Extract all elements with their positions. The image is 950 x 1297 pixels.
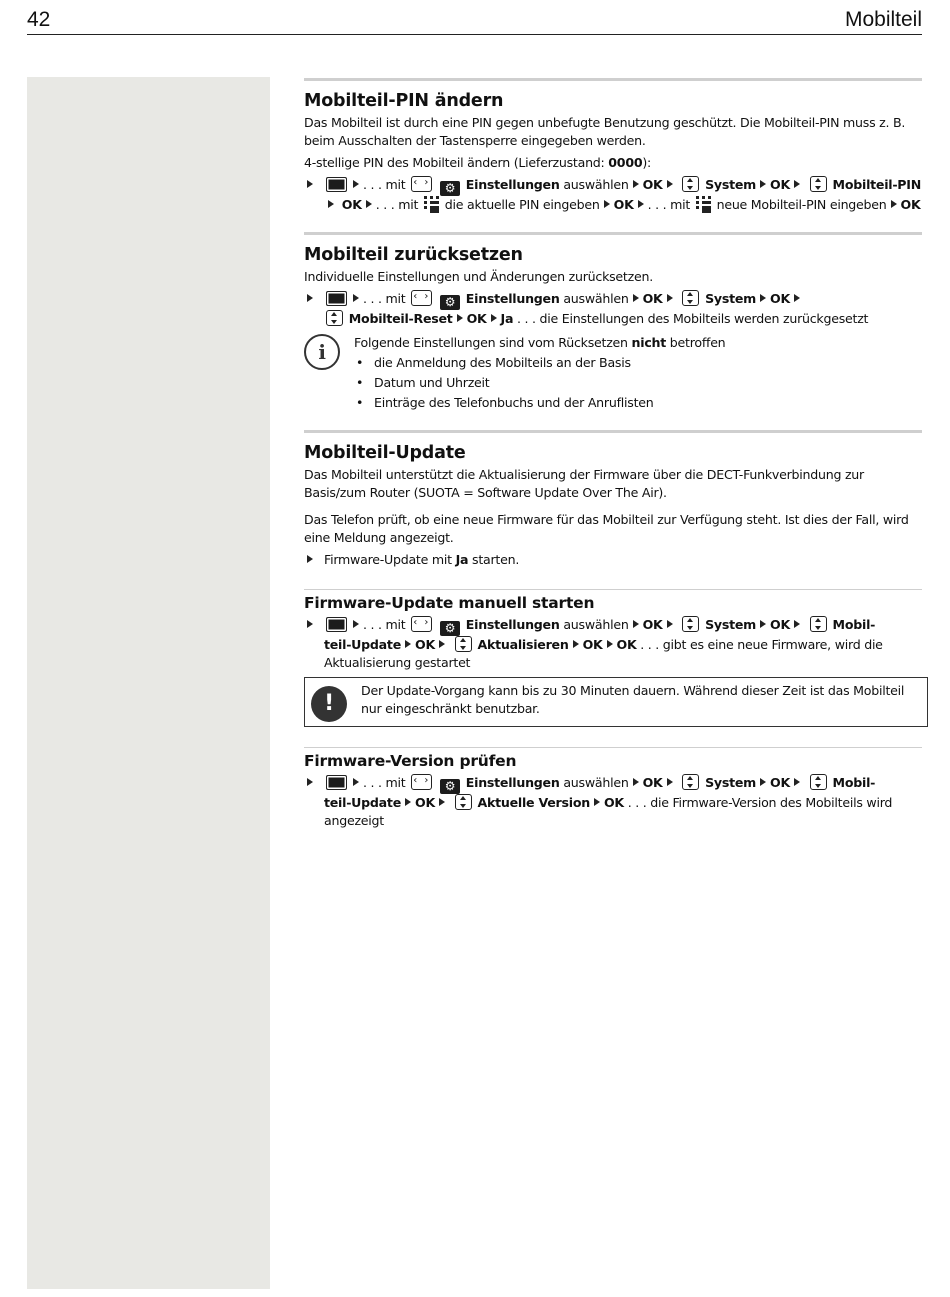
subsection-divider: [304, 589, 922, 590]
keypad-icon: [696, 196, 711, 213]
subsection-title-manual: Firmware-Update manuell starten: [304, 594, 595, 612]
gear-icon: ⚙: [440, 295, 460, 310]
section-title-reset: Mobilteil zurücksetzen: [304, 245, 523, 265]
gear-icon: ⚙: [440, 621, 460, 636]
info-list: [354, 354, 922, 412]
warning-icon: !: [311, 686, 347, 722]
main-content: [304, 78, 922, 835]
up-down-key-icon: [682, 774, 699, 790]
sidebar-panel: [27, 77, 270, 1289]
gear-icon: ⚙: [440, 779, 460, 794]
subsection-title-version: Firmware-Version prüfen: [304, 752, 517, 770]
page-number: 42: [27, 8, 51, 31]
up-down-key-icon: [810, 616, 827, 632]
info-text: Folgende Einstellungen sind vom Rücksetzen nicht betroffen: [354, 335, 726, 350]
update-para-2: Das Telefon prüft, ob eine neue Firmware für das Mobilteil zur Verfügung steht. Ist dies der Fall, wird eine Meldung angezeigt.: [304, 512, 909, 545]
keypad-icon: [424, 196, 439, 213]
info-note: [304, 334, 922, 412]
reset-intro: Individuelle Einstellungen und Änderungen zurücksetzen.: [304, 269, 653, 284]
nav-key-icon: [411, 290, 432, 306]
section-divider: [304, 78, 922, 81]
up-down-key-icon: [326, 310, 343, 326]
section-title-update: Mobilteil-Update: [304, 443, 466, 463]
nav-key-icon: [411, 176, 432, 192]
list-item: • Datum und Uhrzeit: [354, 374, 922, 392]
section-title-pin: Mobilteil-PIN ändern: [304, 91, 504, 111]
gear-icon: ⚙: [440, 181, 460, 196]
version-step: . . . mit ‹ › ⚙ Einstellungen auswählen OK System OK Mobil- teil-Update OK Aktuelle Version OK . . . die Firmware-Version des Mobilteils wird angezeigt: [304, 774, 922, 830]
menu-key-icon: [326, 617, 347, 632]
manual-step: . . . mit ‹ › ⚙ Einstellungen auswählen OK System OK Mobil- teil-Update OK Aktualisieren OK OK . . . gibt es eine neue Firmware, wird die Aktualisierung gestartet: [304, 616, 922, 672]
up-down-key-icon: [810, 774, 827, 790]
up-down-key-icon: [810, 176, 827, 192]
update-para-1: Das Mobilteil unterstützt die Aktualisierung der Firmware über die DECT-Funkverbindung zur Basis/zum Router (SUOTA = Software Update Over The Air).: [304, 467, 864, 500]
up-down-key-icon: [682, 616, 699, 632]
chapter-title: Mobilteil: [844, 8, 922, 31]
menu-key-icon: [326, 291, 347, 306]
warning-text: Der Update-Vorgang kann bis zu 30 Minuten dauern. Während dieser Zeit ist das Mobilteil nur eingeschränkt benutzbar.: [361, 683, 905, 716]
up-down-key-icon: [455, 636, 472, 652]
subsection-divider: [304, 747, 922, 748]
section-divider: [304, 430, 922, 433]
info-icon: i: [304, 334, 340, 370]
pin-intro: Das Mobilteil ist durch eine PIN gegen unbefugte Benutzung geschützt. Die Mobilteil-PIN muss z. B. beim Ausschalten der Tastensperre eingegeben werden.: [304, 115, 906, 148]
nav-key-icon: [411, 616, 432, 632]
up-down-key-icon: [455, 794, 472, 810]
menu-key-icon: [326, 775, 347, 790]
up-down-key-icon: [682, 290, 699, 306]
section-divider: [304, 232, 922, 235]
pin-step: . . . mit ‹ › ⚙ Einstellungen auswählen OK System OK Mobilteil-PIN OK . . . mit die aktuelle PIN eingeben OK . . . mit neue Mobilteil-PIN eingeben OK: [304, 176, 922, 214]
page-header: [27, 6, 922, 35]
up-down-key-icon: [682, 176, 699, 192]
nav-key-icon: [411, 774, 432, 790]
update-step: Firmware-Update mit Ja starten.: [304, 551, 922, 569]
reset-step: . . . mit ‹ › ⚙ Einstellungen auswählen OK System OK Mobilteil-Reset OK Ja . . . die Einstellungen des Mobilteils werden zurückgesetzt: [304, 290, 922, 328]
pin-note: 4-stellige PIN des Mobilteil ändern (Lieferzustand: 0000):: [304, 155, 652, 170]
menu-key-icon: [326, 177, 347, 192]
list-item: • die Anmeldung des Mobilteils an der Basis: [354, 354, 922, 372]
list-item: • Einträge des Telefonbuchs und der Anruflisten: [354, 394, 922, 412]
warning-note: [304, 677, 928, 727]
